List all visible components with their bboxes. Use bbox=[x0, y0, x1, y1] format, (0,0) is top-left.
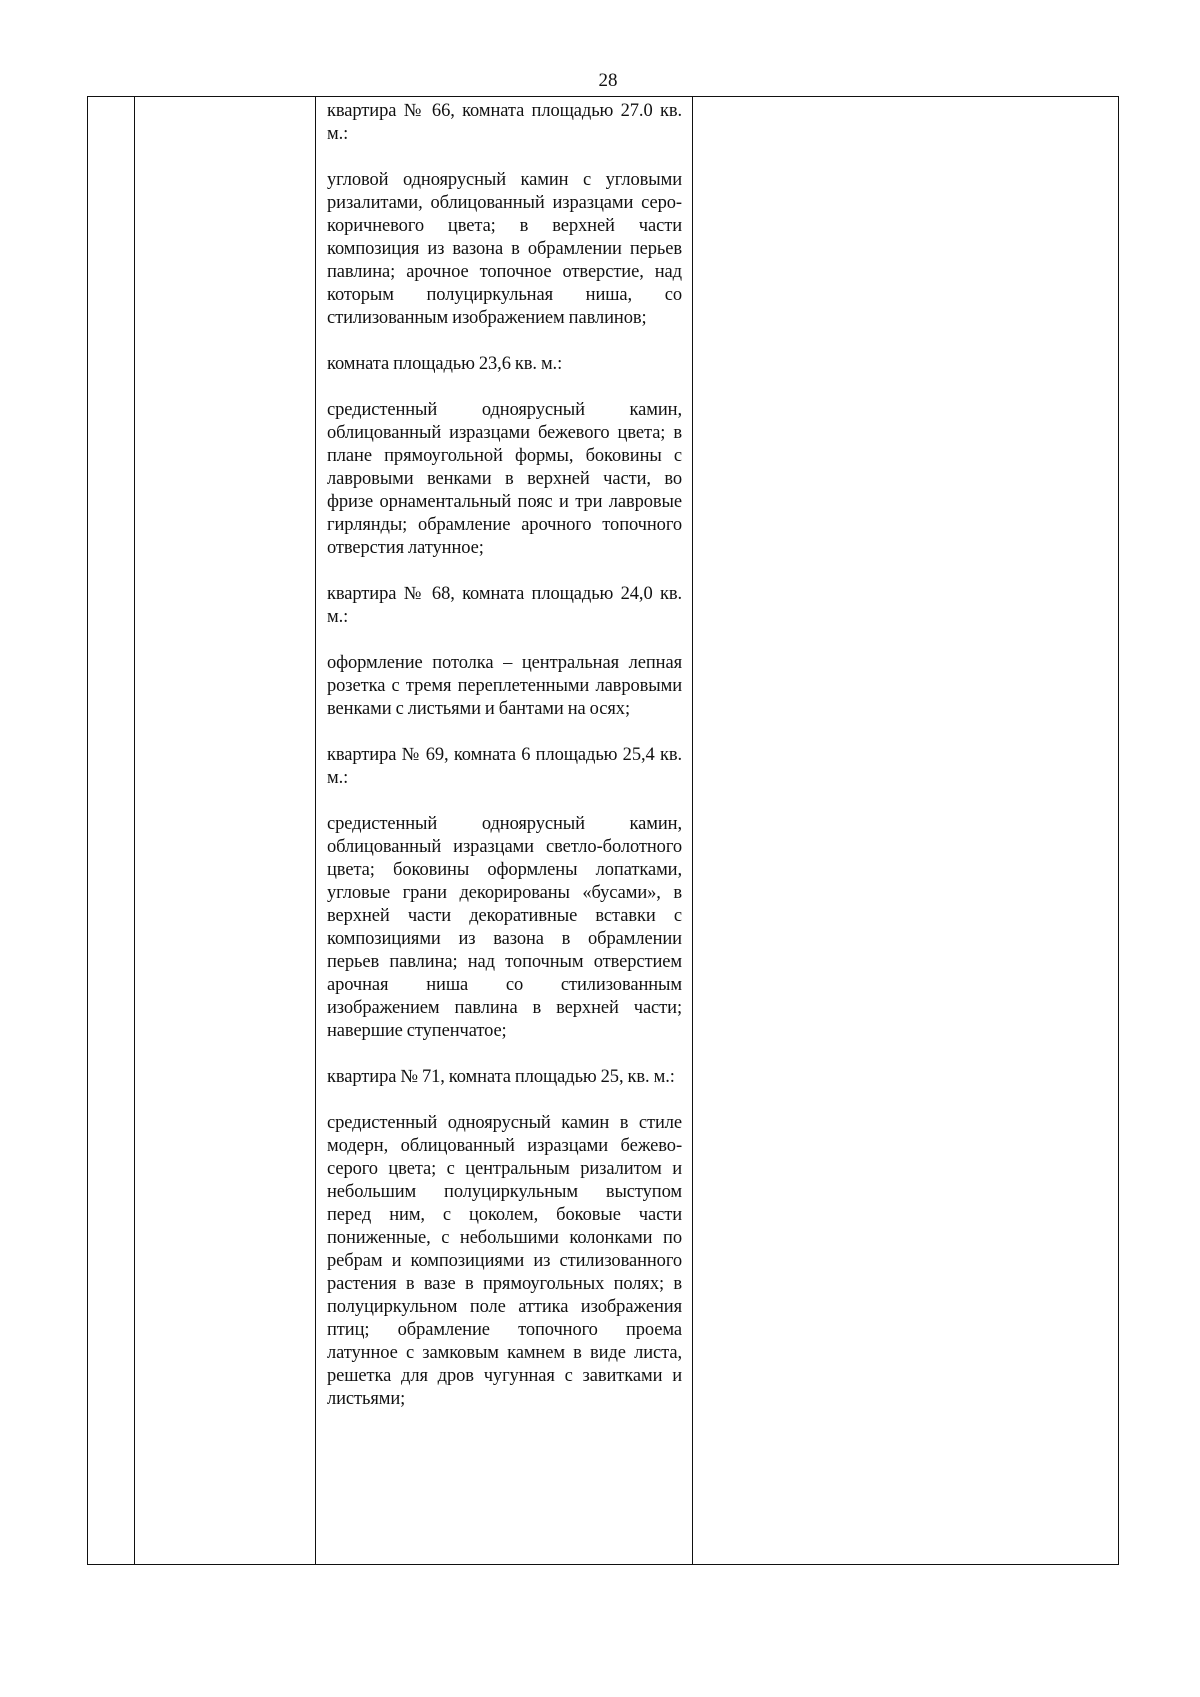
entry-heading: квартира № 66, комната площадью 27.0 кв. м.: bbox=[327, 101, 682, 144]
entry-heading: комната площадью 23,6 кв. м.: bbox=[327, 354, 563, 374]
entry-description: оформление потолка – центральная лепная розетка с тремя переплетенными лавровыми венками с листьями и бантами на осях; bbox=[327, 653, 682, 719]
entry-description: средистенный одноярусный камин, облицованный изразцами светло-болотного цвета; боковины оформлены лопатками, угловые грани декорированы «бусами», в верхней части декоративные вставки с композициями из вазона в обрамлении перьев павлина; над топочным отверстием арочная ниша со стилизованным изображением павлина в верхней части; навершие ступенчатое; bbox=[327, 814, 682, 1041]
entry-description: средистенный одноярусный камин, облицованный изразцами бежевого цвета; в плане прямоугольной формы, боковины с лавровыми венками в верхней части, во фризе орнаментальный пояс и три лавровые гирлянды; обрамление арочного топочного отверстия латунное; bbox=[327, 400, 682, 558]
entry-heading: квартира № 68, комната площадью 24,0 кв. м.: bbox=[327, 584, 682, 627]
description-cell bbox=[316, 97, 693, 1565]
document-table bbox=[87, 96, 1119, 1565]
entry-heading: квартира № 71, комната площадью 25, кв. м.: bbox=[327, 1067, 675, 1087]
name-cell bbox=[135, 97, 316, 1565]
entry-heading: квартира № 69, комната 6 площадью 25,4 кв. м.: bbox=[327, 745, 682, 788]
notes-cell bbox=[693, 97, 1119, 1565]
page-number: 28 bbox=[598, 70, 618, 91]
table-row bbox=[88, 97, 1119, 1565]
index-cell bbox=[88, 97, 135, 1565]
entry-description: угловой одноярусный камин с угловыми ризалитами, облицованный изразцами серо-коричневого цвета; в верхней части композиция из вазона в обрамлении перьев павлина; арочное топочное отверстие, над которым полуциркульная ниша, со стилизованным изображением павлинов; bbox=[327, 170, 682, 328]
entry-description: средистенный одноярусный камин в стиле модерн, облицованный изразцами бежево-серого цвета; с центральным ризалитом и небольшим полуциркульным выступом перед ним, с цоколем, боковые части пониженные, с небольшими колонками по ребрам и композициями из стилизованного растения в вазе в прямоугольных полях; в полуциркульном поле аттика изображения птиц; обрамление топочного проема латунное с замковым камнем в виде листа, решетка для дров чугунная с завитками и листьями; bbox=[327, 1113, 682, 1409]
